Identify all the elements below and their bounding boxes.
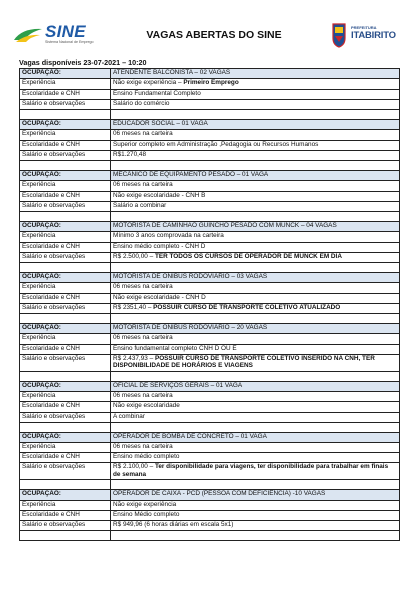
spacer-cell xyxy=(20,371,111,381)
experience-row xyxy=(20,500,400,510)
experience-text: 06 meses na carteira xyxy=(113,283,173,291)
education-row xyxy=(20,344,400,354)
spacer-cell xyxy=(111,110,400,120)
salary-value xyxy=(111,463,400,480)
prefeitura-label: PREFEITURA xyxy=(351,25,377,30)
occupation-row xyxy=(20,69,400,79)
salary-value xyxy=(111,303,400,313)
spacer-cell xyxy=(111,161,400,171)
salary-text: R$ 2351,40 – xyxy=(113,303,154,311)
experience-value xyxy=(111,391,400,401)
occupation-row xyxy=(20,119,400,129)
education-row xyxy=(20,453,400,463)
education-row xyxy=(20,140,400,150)
salary-label: Salário e observações xyxy=(20,252,111,262)
experience-label: Experiência xyxy=(20,181,111,191)
salary-label: Salário e observações xyxy=(20,99,111,109)
experience-text: 06 meses na carteira xyxy=(113,391,173,399)
occupation-value xyxy=(111,490,400,500)
education-label: Escolaridade e CNH xyxy=(20,510,111,520)
salary-row xyxy=(20,99,400,109)
education-text: Ensino Médio completo xyxy=(113,510,180,518)
spacer-cell xyxy=(20,480,111,490)
occupation-value xyxy=(111,432,400,442)
occupation-text: MECÂNICO DE EQUIPAMENTO PESADO – 01 VAGA xyxy=(113,170,269,178)
occupation-value xyxy=(111,323,400,333)
experience-row xyxy=(20,442,400,452)
page-title: VAGAS ABERTAS DO SINE xyxy=(146,29,282,41)
experience-text: Não exige experiência – xyxy=(113,79,184,87)
education-text: Não exige escolaridade - CNH D xyxy=(113,293,206,301)
occupation-text: MOTORISTA DE CAMINHÃO GUINCHO PESADO COM MUNCK – 04 VAGAS xyxy=(113,221,337,229)
experience-text: 06 meses na carteira xyxy=(113,130,173,138)
occupation-label: OCUPAÇÃO: xyxy=(20,381,111,391)
table-spacer-row xyxy=(20,531,400,541)
spacer-cell xyxy=(20,531,111,541)
education-label: Escolaridade e CNH xyxy=(20,140,111,150)
occupation-row xyxy=(20,432,400,442)
city-name: ITABIRITO xyxy=(351,30,396,41)
experience-value xyxy=(111,130,400,140)
spacer-cell xyxy=(20,110,111,120)
occupation-label: OCUPAÇÃO: xyxy=(20,272,111,282)
job-vacancies-table xyxy=(19,68,400,541)
experience-row xyxy=(20,232,400,242)
occupation-row xyxy=(20,221,400,231)
table-spacer-row xyxy=(20,314,400,324)
occupation-row xyxy=(20,170,400,180)
experience-label: Experiência xyxy=(20,232,111,242)
salary-value xyxy=(111,150,400,160)
experience-value xyxy=(111,181,400,191)
occupation-value xyxy=(111,272,400,282)
spacer-cell xyxy=(111,371,400,381)
education-value xyxy=(111,402,400,412)
education-text: Não exige escolaridade xyxy=(113,402,180,410)
education-value xyxy=(111,140,400,150)
occupation-text: ATENDENTE BALCONISTA – 02 VAGAS xyxy=(113,69,231,76)
spacer-cell xyxy=(111,422,400,432)
education-text: Ensino Fundamental Completo xyxy=(113,89,201,97)
occupation-text: OPERADOR DE CAIXA - PCD (PESSOA COM DEFICIÊNCIA) -10 VAGAS xyxy=(113,490,326,498)
occupation-label: OCUPAÇÃO: xyxy=(20,69,111,79)
experience-value xyxy=(111,79,400,89)
occupation-row xyxy=(20,272,400,282)
salary-row xyxy=(20,150,400,160)
experience-value xyxy=(111,500,400,510)
salary-value xyxy=(111,412,400,422)
experience-label: Experiência xyxy=(20,442,111,452)
experience-text: 06 meses na carteira xyxy=(113,181,173,189)
salary-bold-text: TER TODOS OS CURSOS DE OPERADOR DE MUNCK EM DIA xyxy=(154,252,342,260)
experience-row xyxy=(20,391,400,401)
education-value xyxy=(111,510,400,520)
city-crest-icon xyxy=(330,22,348,48)
spacer-cell xyxy=(20,314,111,324)
education-value xyxy=(111,242,400,252)
salary-value xyxy=(111,201,400,211)
experience-bold-text: Primeiro Emprego xyxy=(183,79,239,87)
education-text: Ensino médio completo - CNH D xyxy=(113,242,206,250)
sine-logo-text: SINE xyxy=(45,22,86,41)
salary-label: Salário e observações xyxy=(20,354,111,371)
occupation-row xyxy=(20,323,400,333)
spacer-cell xyxy=(111,263,400,273)
salary-text: R$1.270,48 xyxy=(113,150,147,158)
salary-value xyxy=(111,252,400,262)
salary-row xyxy=(20,354,400,371)
education-row xyxy=(20,191,400,201)
spacer-cell xyxy=(111,531,400,541)
education-row xyxy=(20,293,400,303)
salary-bold-text: Ter disponibilidade para viagens, ter disponibilidade para trabalhar em finais de semana xyxy=(113,463,389,478)
spacer-cell xyxy=(111,212,400,222)
spacer-cell xyxy=(20,263,111,273)
experience-value xyxy=(111,442,400,452)
occupation-label: OCUPAÇÃO: xyxy=(20,432,111,442)
experience-value xyxy=(111,232,400,242)
occupation-text: OPERADOR DE BOMBA DE CONCRETO – 01 VAGA xyxy=(113,432,267,440)
spacer-cell xyxy=(111,314,400,324)
occupation-row xyxy=(20,381,400,391)
spacer-cell xyxy=(111,480,400,490)
experience-row xyxy=(20,283,400,293)
salary-value xyxy=(111,99,400,109)
education-value xyxy=(111,293,400,303)
education-text: Superior completo em Administração ,Pedagogia ou Recursos Humanos xyxy=(113,140,319,148)
experience-label: Experiência xyxy=(20,334,111,344)
experience-label: Experiência xyxy=(20,500,111,510)
occupation-value xyxy=(111,221,400,231)
experience-label: Experiência xyxy=(20,283,111,293)
experience-value xyxy=(111,283,400,293)
education-row xyxy=(20,510,400,520)
salary-row xyxy=(20,252,400,262)
document-header xyxy=(0,0,417,56)
salary-bold-text: POSSUIR CURSO DE TRANSPORTE COLETIVO ATUALIZADO xyxy=(153,303,341,311)
experience-text: 06 meses na carteira xyxy=(113,334,173,342)
experience-label: Experiência xyxy=(20,391,111,401)
salary-label: Salário e observações xyxy=(20,303,111,313)
occupation-value xyxy=(111,119,400,129)
occupation-value xyxy=(111,69,400,79)
education-row xyxy=(20,242,400,252)
education-text: Não exige escolaridade - CNH B xyxy=(113,191,206,199)
spacer-cell xyxy=(20,212,111,222)
spacer-cell xyxy=(20,161,111,171)
occupation-label: OCUPAÇÃO: xyxy=(20,170,111,180)
experience-row xyxy=(20,181,400,191)
education-label: Escolaridade e CNH xyxy=(20,89,111,99)
occupation-text: MOTORISTA DE ÔNIBUS RODOVIÁRIO – 20 VAGAS xyxy=(113,323,268,331)
education-label: Escolaridade e CNH xyxy=(20,293,111,303)
education-row xyxy=(20,402,400,412)
salary-text: Salário a combinar xyxy=(113,201,167,209)
salary-bold-text: POSSUIR CURSO DE TRANSPORTE COLETIVO INSERIDO NA CNH, TER DISPONIBILIDADE DE HORÁRIOS E VIAGENS xyxy=(113,354,375,370)
experience-text: 06 meses na carteira xyxy=(113,442,173,450)
occupation-text: OFICIAL DE SERVIÇOS GERAIS – 01 VAGA xyxy=(113,381,243,389)
salary-row xyxy=(20,521,400,531)
experience-label: Experiência xyxy=(20,130,111,140)
sine-tagline: Sistema Nacional de Emprego xyxy=(45,40,94,44)
sine-logo xyxy=(12,24,96,50)
salary-row xyxy=(20,303,400,313)
table-spacer-row xyxy=(20,422,400,432)
salary-label: Salário e observações xyxy=(20,463,111,480)
experience-row xyxy=(20,79,400,89)
availability-date: Vagas disponíveis 23-07-2021 – 10:20 xyxy=(19,58,147,67)
salary-label: Salário e observações xyxy=(20,521,111,531)
salary-text: R$ 2.100,00 – xyxy=(113,463,155,471)
education-text: Ensino fundamental completo CNH D OU E xyxy=(113,344,237,352)
salary-row xyxy=(20,412,400,422)
table-spacer-row xyxy=(20,480,400,490)
salary-text: R$ 2.500,00 – xyxy=(113,252,155,260)
education-value xyxy=(111,344,400,354)
occupation-label: OCUPAÇÃO: xyxy=(20,221,111,231)
occupation-value xyxy=(111,170,400,180)
salary-text: R$ 949,96 (6 horas diárias em escala 5x1) xyxy=(113,521,234,529)
education-text: Ensino médio completo xyxy=(113,453,180,461)
job-vacancies-body xyxy=(20,69,400,541)
education-label: Escolaridade e CNH xyxy=(20,453,111,463)
salary-value xyxy=(111,521,400,531)
experience-label: Experiência xyxy=(20,79,111,89)
experience-row xyxy=(20,130,400,140)
occupation-label: OCUPAÇÃO: xyxy=(20,323,111,333)
experience-value xyxy=(111,334,400,344)
experience-row xyxy=(20,334,400,344)
occupation-text: EDUCADOR SOCIAL – 01 VAGA xyxy=(113,119,208,127)
occupation-label: OCUPAÇÃO: xyxy=(20,490,111,500)
experience-text: Não exige experiência xyxy=(113,500,177,508)
education-value xyxy=(111,191,400,201)
table-spacer-row xyxy=(20,212,400,222)
salary-label: Salário e observações xyxy=(20,201,111,211)
table-spacer-row xyxy=(20,263,400,273)
education-row xyxy=(20,89,400,99)
occupation-row xyxy=(20,490,400,500)
education-value xyxy=(111,453,400,463)
education-label: Escolaridade e CNH xyxy=(20,402,111,412)
occupation-text: MOTORISTA DE ÔNIBUS RODOVIÁRIO – 03 VAGAS xyxy=(113,272,268,280)
sine-logo-icon xyxy=(12,26,44,44)
salary-text: Salário do comércio xyxy=(113,99,170,107)
table-spacer-row xyxy=(20,371,400,381)
education-label: Escolaridade e CNH xyxy=(20,344,111,354)
education-label: Escolaridade e CNH xyxy=(20,242,111,252)
salary-text: A combinar xyxy=(113,412,145,420)
spacer-cell xyxy=(20,422,111,432)
table-spacer-row xyxy=(20,161,400,171)
salary-label: Salário e observações xyxy=(20,150,111,160)
salary-value xyxy=(111,354,400,371)
salary-row xyxy=(20,201,400,211)
salary-text: R$ 2.437,93 – xyxy=(113,354,155,362)
education-label: Escolaridade e CNH xyxy=(20,191,111,201)
education-value xyxy=(111,89,400,99)
salary-row xyxy=(20,463,400,480)
occupation-label: OCUPAÇÃO: xyxy=(20,119,111,129)
prefeitura-logo xyxy=(330,22,410,52)
table-spacer-row xyxy=(20,110,400,120)
experience-text: Mínimo 3 anos comprovada na carteira xyxy=(113,232,224,240)
salary-label: Salário e observações xyxy=(20,412,111,422)
occupation-value xyxy=(111,381,400,391)
